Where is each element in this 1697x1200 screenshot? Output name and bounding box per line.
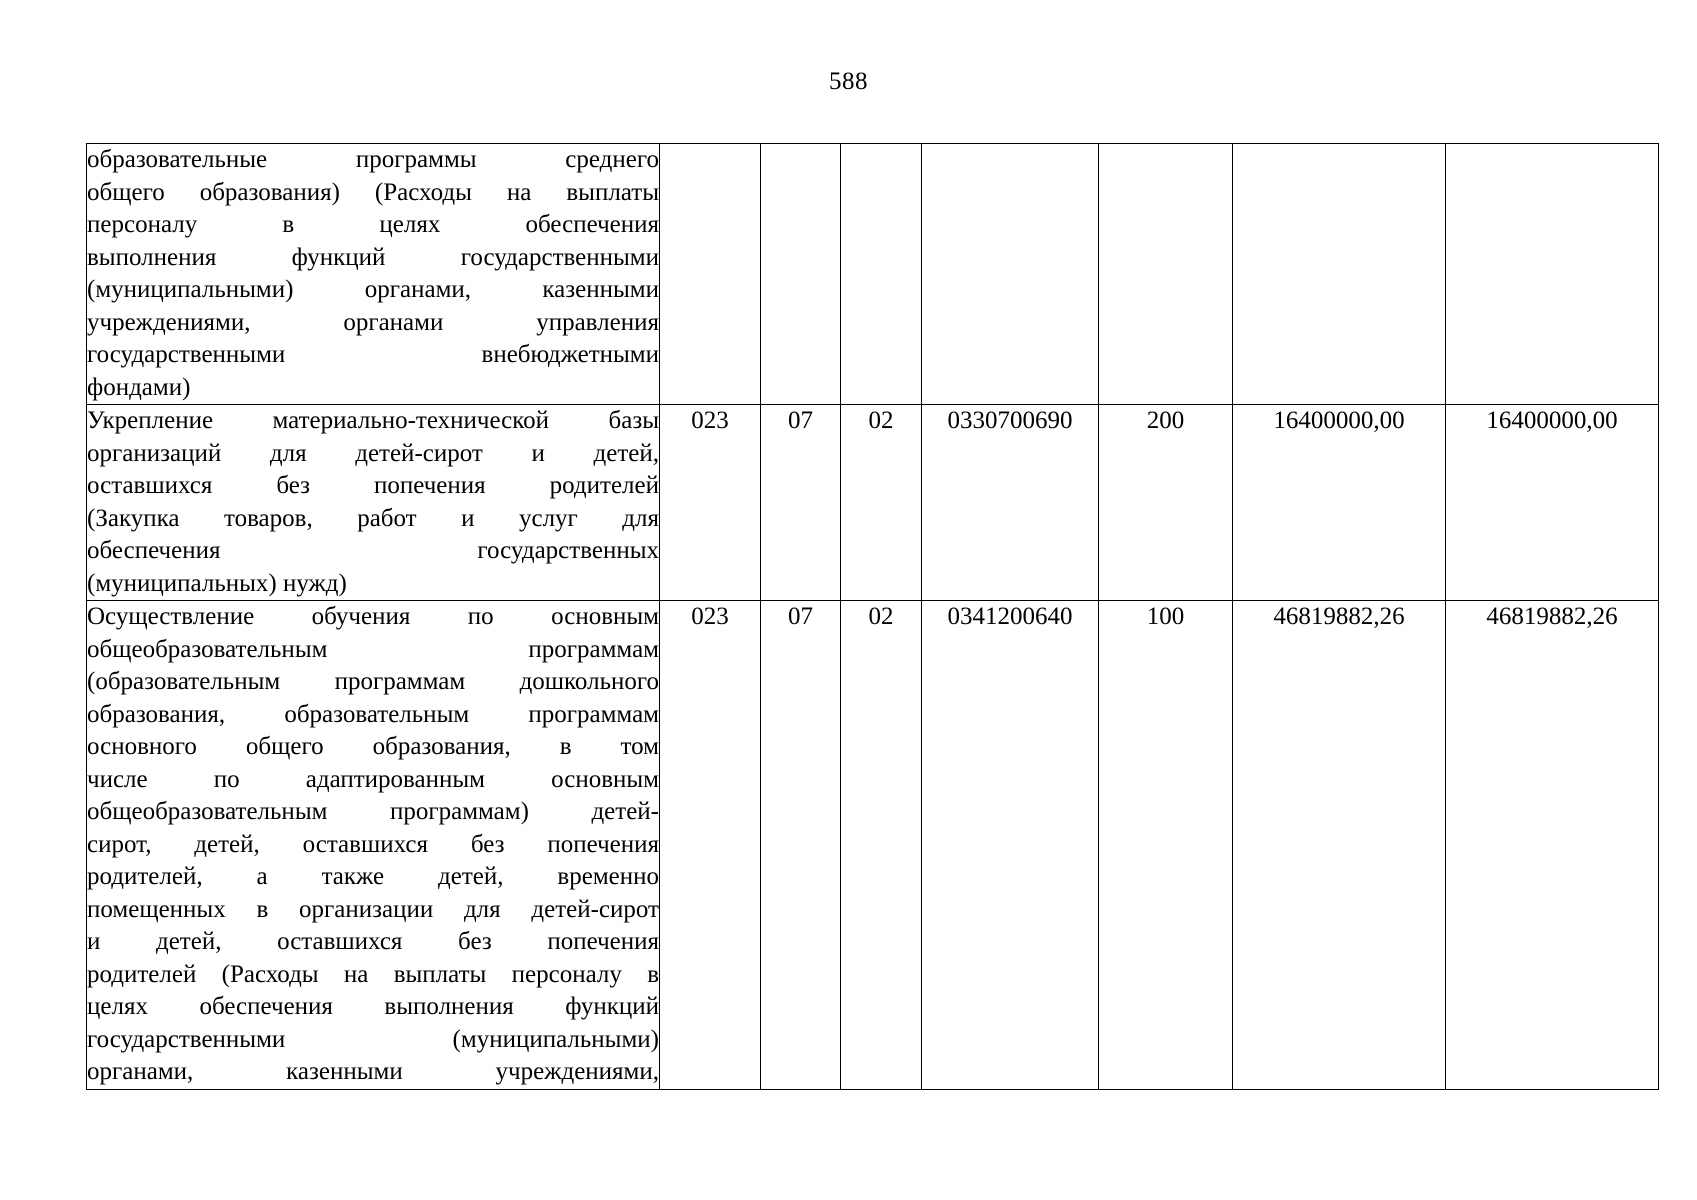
description-line: (муниципальных) нужд) xyxy=(87,569,347,597)
description-line: государственными внебюджетными xyxy=(87,341,659,368)
target-article-cell xyxy=(922,144,1099,405)
description-line: помещенных в организации для детей-сирот xyxy=(87,895,659,923)
section-code-cell: 07 xyxy=(761,405,841,601)
description-line: органами, казенными учреждениями, xyxy=(87,1058,659,1085)
expense-type-cell: 100 xyxy=(1099,601,1233,1090)
expense-type-cell xyxy=(1099,144,1233,405)
description-line: Укрепление материально-технической базы xyxy=(87,407,659,434)
amount-1-cell: 46819882,26 xyxy=(1233,601,1446,1090)
description-line: оставшихся без попечения родителей xyxy=(87,472,659,499)
description-line: родителей, а также детей, временно xyxy=(87,863,659,890)
target-article-cell: 0341200640 xyxy=(922,601,1099,1090)
subsection-code-cell: 02 xyxy=(841,601,922,1090)
table-row xyxy=(87,405,1659,601)
description-line: организаций для детей-сирот и детей, xyxy=(87,439,659,467)
description-cell xyxy=(87,144,660,405)
table-row xyxy=(87,144,1659,405)
amount-2-cell: 46819882,26 xyxy=(1446,601,1659,1090)
description-line: общего образования) (Расходы на выплаты xyxy=(87,178,659,206)
expense-type-cell: 200 xyxy=(1099,405,1233,601)
description-line: основного общего образования, в том xyxy=(87,733,659,760)
description-line: и детей, оставшихся без попечения xyxy=(87,928,659,955)
subsection-code-cell: 02 xyxy=(841,405,922,601)
amount-2-cell xyxy=(1446,144,1659,405)
description-line: образования, образовательным программам xyxy=(87,700,659,728)
description-line: Осуществление обучения по основным xyxy=(87,603,659,630)
description-line: учреждениями, органами управления xyxy=(87,308,659,336)
description-line: (Закупка товаров, работ и услуг для xyxy=(87,504,659,532)
page-number: 588 xyxy=(829,68,868,95)
description-line: родителей (Расходы на выплаты персоналу в xyxy=(87,960,659,988)
target-article-cell: 0330700690 xyxy=(922,405,1099,601)
ministry-code-cell xyxy=(660,144,761,405)
description-line: выполнения функций государственными xyxy=(87,243,659,271)
description-line: целях обеспечения выполнения функций xyxy=(87,993,659,1020)
description-cell xyxy=(87,601,660,1090)
description-line: (образовательным программам дошкольного xyxy=(87,668,659,695)
amount-1-cell xyxy=(1233,144,1446,405)
description-line: фондами) xyxy=(87,373,191,401)
description-line: общеобразовательным программам xyxy=(87,635,659,663)
amount-1-cell: 16400000,00 xyxy=(1233,405,1446,601)
section-code-cell xyxy=(761,144,841,405)
description-line: (муниципальными) органами, казенными xyxy=(87,276,659,303)
table-row xyxy=(87,601,1659,1090)
description-line: числе по адаптированным основным xyxy=(87,765,659,793)
description-line: общеобразовательным программам) детей- xyxy=(87,798,659,825)
description-line: персоналу в целях обеспечения xyxy=(87,211,659,238)
subsection-code-cell xyxy=(841,144,922,405)
description-line: образовательные программы среднего xyxy=(87,146,659,173)
description-line: государственными (муниципальными) xyxy=(87,1025,659,1053)
description-line: сирот, детей, оставшихся без попечения xyxy=(87,830,659,858)
ministry-code-cell: 023 xyxy=(660,405,761,601)
budget-table xyxy=(86,143,1659,1090)
description-line: обеспечения государственных xyxy=(87,537,659,564)
section-code-cell: 07 xyxy=(761,601,841,1090)
description-cell xyxy=(87,405,660,601)
ministry-code-cell: 023 xyxy=(660,601,761,1090)
table-body xyxy=(87,144,1659,1090)
amount-2-cell: 16400000,00 xyxy=(1446,405,1659,601)
